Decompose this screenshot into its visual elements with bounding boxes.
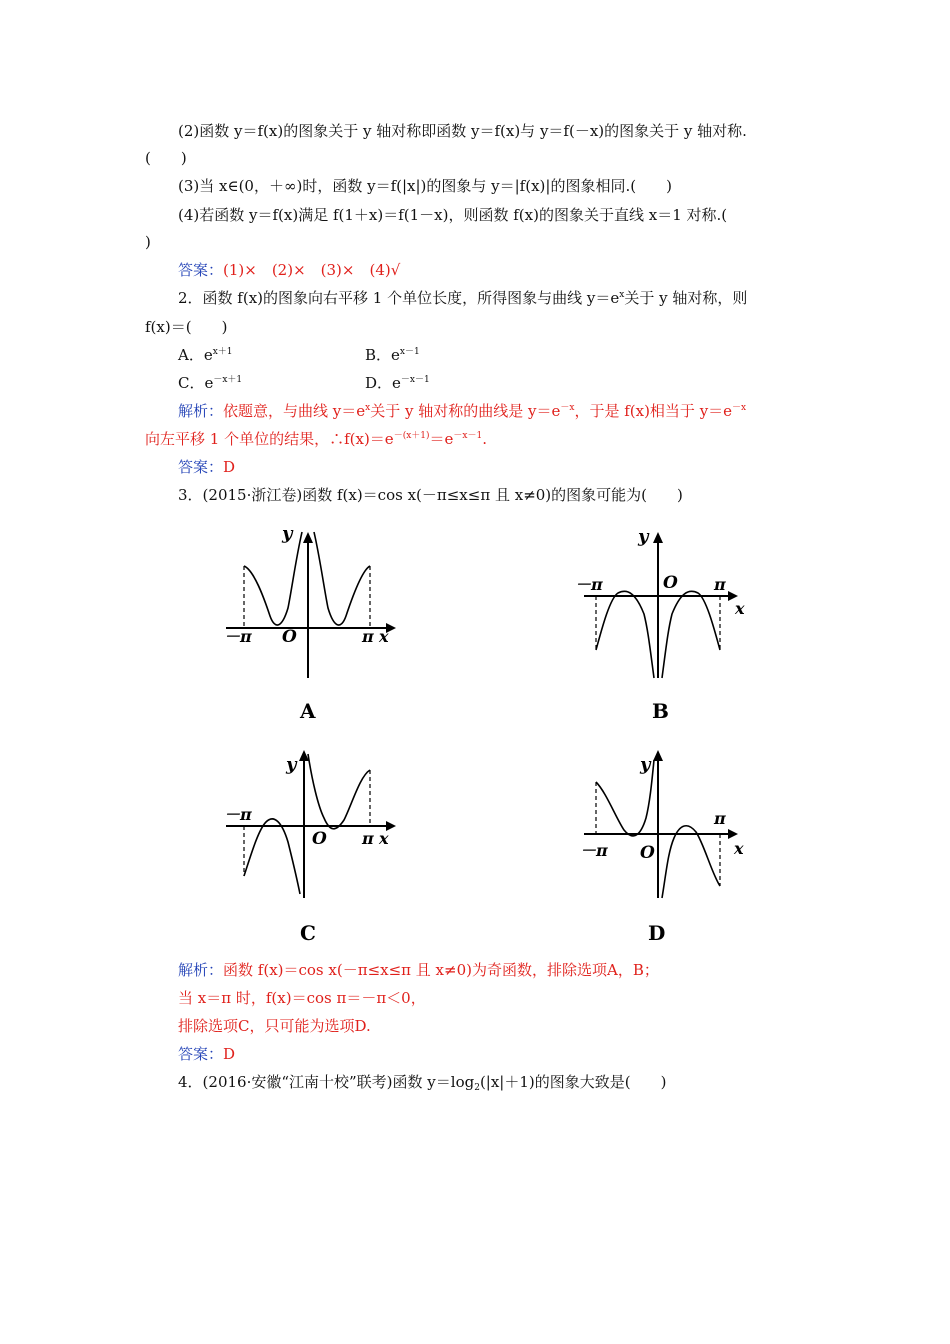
option-sup: －x－1 [400,375,430,385]
option-label: C．e [178,374,214,392]
neg-pi-label: －π [575,575,603,594]
caption-a: A [300,699,316,723]
q2-answer [178,457,235,477]
q3-stem: 3．(2015·浙江卷)函数 f(x)＝cos x(－π≤x≤π 且 x≠0)的图象可能为( ) [178,486,683,504]
analysis-text: 关于 y 轴对称的曲线是 y＝e [370,402,561,420]
option-label: A．e [178,346,213,364]
q2-stem-text-b: 关于 y 轴对称，则 [624,289,748,307]
q1-item2: (2)函数 y＝f(x)的图象关于 y 轴对称即函数 y＝f(x)与 y＝f(－x)的图象关于 y 轴对称. [178,122,747,140]
q2-analysis-line2 [145,429,487,449]
analysis-sup: x [365,403,371,413]
answer-text: D [223,1045,236,1063]
q3-figure-options [220,518,760,946]
q2-option-a [178,345,233,365]
answer-label: 答案： [178,261,224,279]
option-label: B．e [365,346,400,364]
analysis-text: 依题意，与曲线 y＝e [223,402,366,420]
answer-label: 答案： [178,458,224,476]
q3-answer [178,1044,235,1064]
q2-stem-sup: x [619,290,625,300]
neg-pi-label: －π [580,841,608,860]
y-axis-label: y [286,754,297,775]
q1-answer [178,260,400,280]
answer-text: (1)× (2)× (3)× (4)√ [223,261,401,279]
analysis-sup: －(x＋1) [393,431,430,441]
y-axis-label: y [640,754,651,775]
q3-analysis-line3: 排除选项C，只可能为选项D. [178,1017,371,1035]
analysis-sup: －x [732,403,747,413]
analysis-sup: －x－1 [453,431,483,441]
q2-option-c [178,373,242,393]
analysis-text: 向左平移 1 个单位的结果，∴f(x)＝e [145,430,394,448]
option-sup: x＋1 [212,347,233,357]
q3-analysis-line2: 当 x＝π 时，f(x)＝cos π＝－π＜0， [178,989,426,1007]
q4-stem-text: 4．(2016·安徽“江南十校”联考)函数 y＝log [178,1073,475,1091]
option-label: D．e [365,374,401,392]
q2-option-b [365,345,420,365]
neg-pi-label: －π [224,805,252,824]
caption-d: D [648,921,666,945]
neg-pi-label: －π [224,627,252,646]
y-axis-label: y [282,523,293,544]
figure-b [575,526,745,723]
analysis-text: ＝e [429,430,454,448]
figure-d [580,750,744,945]
y-axis-label: y [638,526,649,547]
q2-analysis-line1 [178,401,746,421]
answer-label: 答案： [178,1045,224,1063]
origin-label: O [640,843,655,863]
figure-c [224,750,396,945]
x-axis-label: x [735,599,745,618]
origin-label: O [282,627,297,647]
q1-item2-paren: ( ) [145,149,187,167]
pi-label: π [362,829,374,848]
pi-label: π [362,627,374,646]
analysis-text: . [482,430,487,448]
q4-stem-text-b: (|x|＋1)的图象大致是( ) [479,1073,667,1091]
q2-stem-line1 [178,288,747,308]
origin-label: O [663,573,678,593]
x-axis-label: x [734,839,744,858]
figure-a [224,523,396,723]
caption-c: C [300,921,316,945]
answer-text: D [223,458,236,476]
q1-item3: (3)当 x∈(0，＋∞)时，函数 y＝f(|x|)的图象与 y＝|f(x)|的图象相同.( ) [178,177,672,195]
analysis-text: ，于是 f(x)相当于 y＝e [574,402,733,420]
q4-stem-sub: 2 [474,1083,480,1093]
q2-stem-line2: f(x)＝( ) [145,318,228,336]
analysis-label: 解析： [178,961,224,979]
analysis-label: 解析： [178,402,224,420]
pi-label: π [714,809,726,828]
q4-stem [178,1072,666,1092]
pi-label: π [714,575,726,594]
option-sup: x－1 [399,347,420,357]
x-axis-label: x [379,829,389,848]
q2-option-d [365,373,430,393]
x-axis-label: x [379,627,389,646]
option-sup: －x＋1 [213,375,243,385]
analysis-text: 函数 f(x)＝cos x(－π≤x≤π 且 x≠0)为奇函数，排除选项A，B； [223,961,659,979]
q1-item4: (4)若函数 y＝f(x)满足 f(1＋x)＝f(1－x)，则函数 f(x)的图象关于直线 x＝1 对称.( [178,206,728,224]
analysis-sup: －x [560,403,575,413]
origin-label: O [312,829,327,849]
q3-analysis-line1 [178,960,659,980]
caption-b: B [652,699,669,723]
q1-item4-paren: ) [145,233,151,251]
q2-stem-text: 2．函数 f(x)的图象向右平移 1 个单位长度，所得图象与曲线 y＝e [178,289,620,307]
